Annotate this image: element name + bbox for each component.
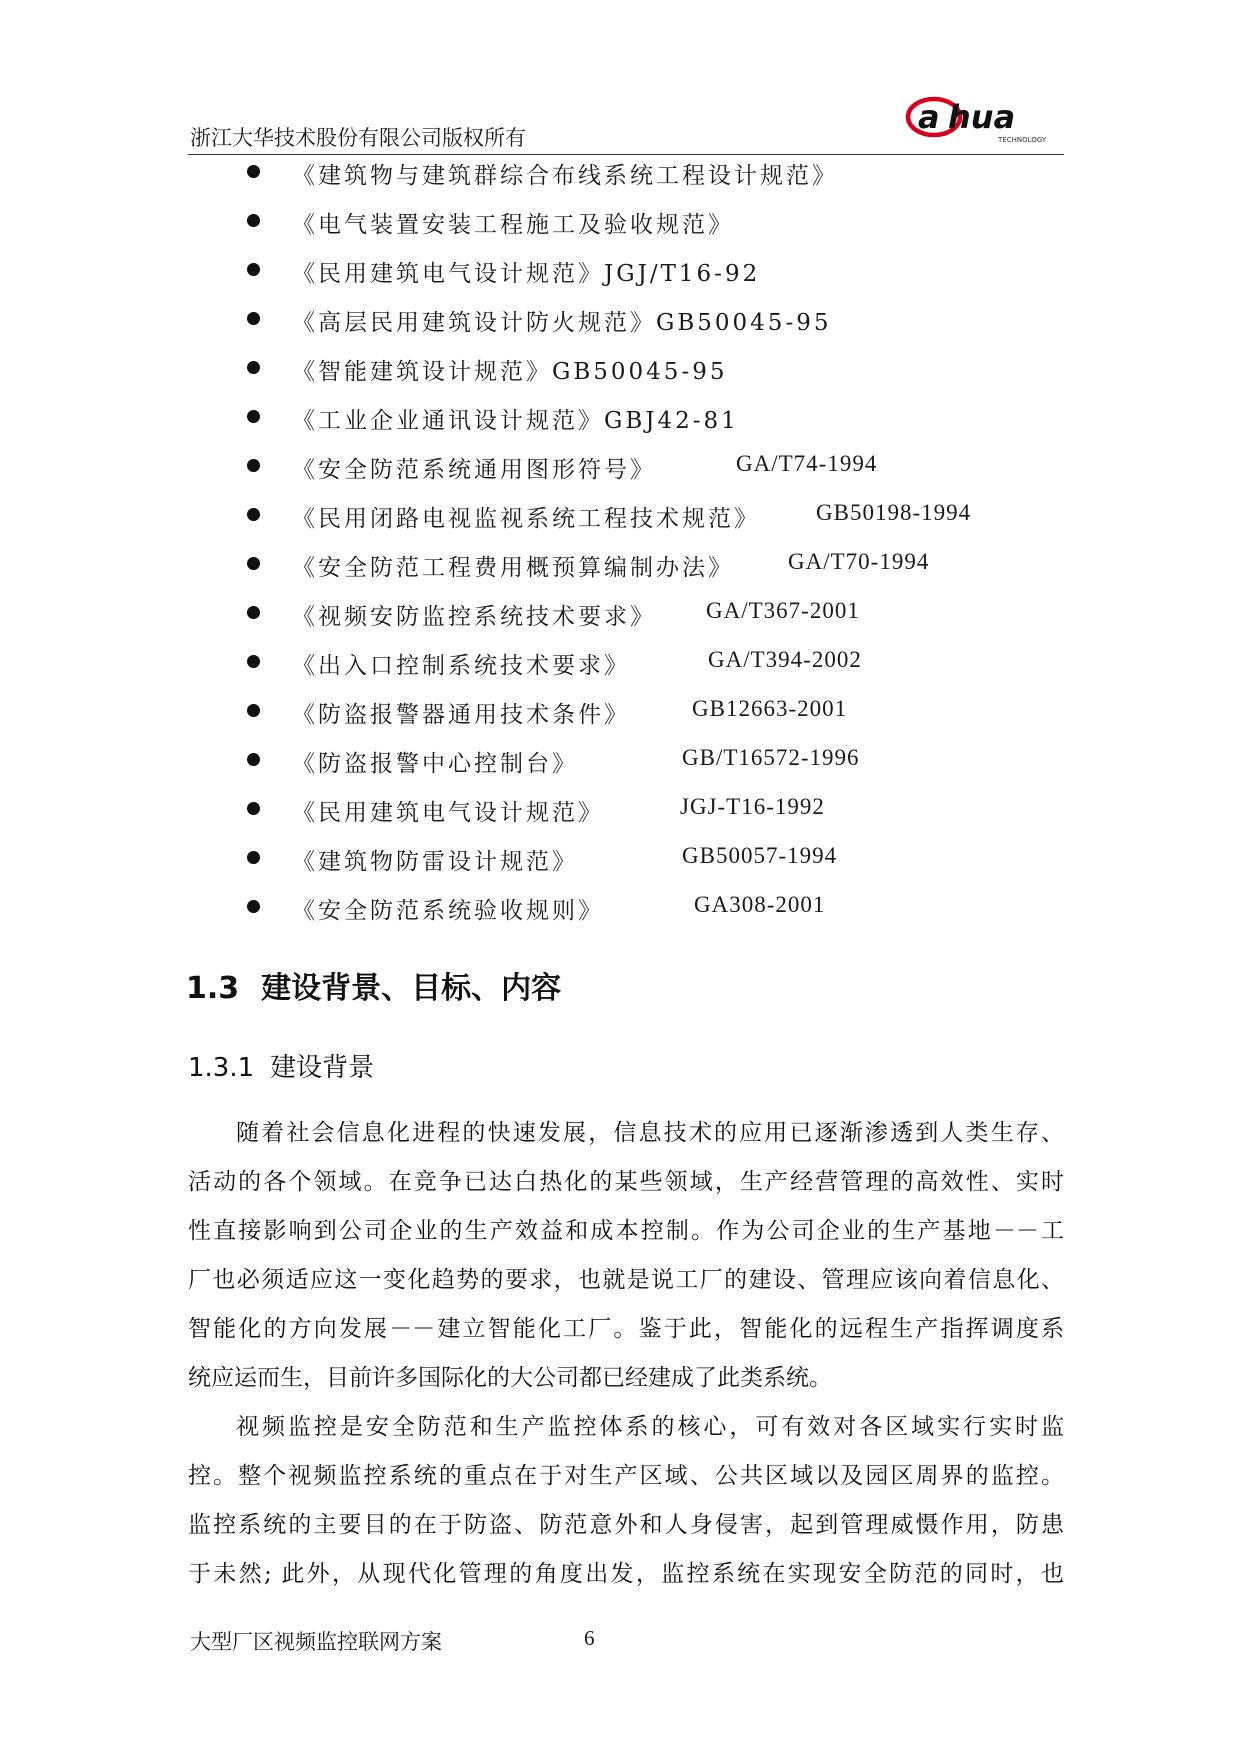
reference-title: 《防盗报警中心控制台》 bbox=[292, 751, 578, 777]
reference-title: 《智能建筑设计规范》GB50045-95 bbox=[292, 359, 728, 385]
reference-title: 《工业企业通讯设计规范》GBJ42-81 bbox=[292, 408, 739, 434]
paragraph-line: 控。整个视频监控系统的重点在于对生产区域、公共区域以及园区周界的监控。 bbox=[188, 1463, 1064, 1489]
section-heading bbox=[186, 963, 561, 1007]
paragraph-line: 活动的各个领域。在竞争已达白热化的某些领域，生产经营管理的高效性、实时 bbox=[188, 1169, 1064, 1195]
reference-title: 《电气装置安装工程施工及验收规范》 bbox=[292, 212, 734, 238]
reference-title: 《安全防范工程费用概预算编制办法》 bbox=[292, 555, 734, 581]
footer-doc-title: 大型厂区视频监控联网方案 bbox=[190, 1630, 442, 1654]
bullet-icon bbox=[247, 851, 260, 864]
bullet-icon bbox=[247, 606, 260, 619]
reference-code: GA/T367-2001 bbox=[706, 598, 860, 623]
bullet-icon bbox=[247, 802, 260, 815]
paragraph-line: 监控系统的主要目的在于防盗、防范意外和人身侵害，起到管理威慑作用，防患 bbox=[188, 1512, 1064, 1538]
reference-title: 《民用建筑电气设计规范》 bbox=[292, 800, 604, 826]
reference-code: GA/T394-2002 bbox=[708, 647, 862, 672]
subsection-number: 1.3.1 bbox=[188, 1053, 255, 1083]
bullet-icon bbox=[247, 459, 260, 472]
paragraph-line: 厂也必须适应这一变化趋势的要求，也就是说工厂的建设、管理应该向着信息化、 bbox=[188, 1267, 1064, 1293]
svg-text:hua: hua bbox=[948, 98, 1016, 136]
page-number: 6 bbox=[584, 1626, 595, 1650]
reference-title: 《建筑物与建筑群综合布线系统工程设计规范》 bbox=[292, 163, 838, 189]
bullet-icon bbox=[247, 900, 260, 913]
reference-code: JGJ-T16-1992 bbox=[680, 794, 825, 819]
paragraph-line: 性直接影响到公司企业的生产效益和成本控制。作为公司企业的生产基地－－工 bbox=[188, 1218, 1064, 1244]
section-number: 1.3 bbox=[186, 971, 240, 1006]
header-company: 浙江大华技术股份有限公司版权所有 bbox=[190, 126, 526, 150]
reference-code: GB/T16572-1996 bbox=[682, 745, 860, 770]
header-divider bbox=[188, 154, 1064, 155]
reference-title: 《安全防范系统通用图形符号》 bbox=[292, 457, 656, 483]
paragraph-line: 于未然; 此外，从现代化管理的角度出发，监控系统在实现安全防范的同时，也 bbox=[188, 1561, 1064, 1587]
bullet-icon bbox=[247, 214, 260, 227]
section-title: 建设背景、目标、内容 bbox=[261, 971, 562, 1006]
bullet-icon bbox=[247, 655, 260, 668]
bullet-icon bbox=[247, 263, 260, 276]
bullet-icon bbox=[247, 704, 260, 717]
bullet-icon bbox=[247, 557, 260, 570]
svg-text:a: a bbox=[918, 98, 940, 136]
svg-text:TECHNOLOGY: TECHNOLOGY bbox=[998, 136, 1047, 144]
bullet-icon bbox=[247, 410, 260, 423]
reference-code: GA/T74-1994 bbox=[736, 451, 878, 476]
reference-title: 《建筑物防雷设计规范》 bbox=[292, 849, 578, 875]
dahua-logo bbox=[904, 92, 1064, 148]
subsection-heading bbox=[188, 1047, 374, 1084]
subsection-title: 建设背景 bbox=[270, 1053, 375, 1083]
reference-title: 《民用建筑电气设计规范》JGJ/T16-92 bbox=[292, 261, 761, 287]
paragraph-line: 智能化的方向发展－－建立智能化工厂。鉴于此，智能化的远程生产指挥调度系 bbox=[188, 1316, 1064, 1342]
bullet-icon bbox=[247, 753, 260, 766]
reference-title: 《安全防范系统验收规则》 bbox=[292, 898, 604, 924]
reference-title: 《出入口控制系统技术要求》 bbox=[292, 653, 630, 679]
reference-code: GA/T70-1994 bbox=[788, 549, 930, 574]
paragraph-line: 视频监控是安全防范和生产监控体系的核心，可有效对各区域实行实时监 bbox=[236, 1414, 1064, 1440]
reference-title: 《防盗报警器通用技术条件》 bbox=[292, 702, 630, 728]
reference-title: 《高层民用建筑设计防火规范》GB50045-95 bbox=[292, 310, 832, 336]
paragraph-line: 统应运而生，目前许多国际化的大公司都已经建成了此类系统。 bbox=[188, 1365, 832, 1391]
bullet-icon bbox=[247, 361, 260, 374]
bullet-icon bbox=[247, 312, 260, 325]
bullet-icon bbox=[247, 508, 260, 521]
bullet-icon bbox=[247, 165, 260, 178]
reference-title: 《民用闭路电视监视系统工程技术规范》 bbox=[292, 506, 760, 532]
paragraph-line: 随着社会信息化进程的快速发展，信息技术的应用已逐渐渗透到人类生存、 bbox=[236, 1120, 1064, 1146]
reference-title: 《视频安防监控系统技术要求》 bbox=[292, 604, 656, 630]
reference-code: GA308-2001 bbox=[694, 892, 826, 917]
reference-code: GB12663-2001 bbox=[692, 696, 848, 721]
reference-code: GB50057-1994 bbox=[682, 843, 838, 868]
reference-code: GB50198-1994 bbox=[816, 500, 972, 525]
